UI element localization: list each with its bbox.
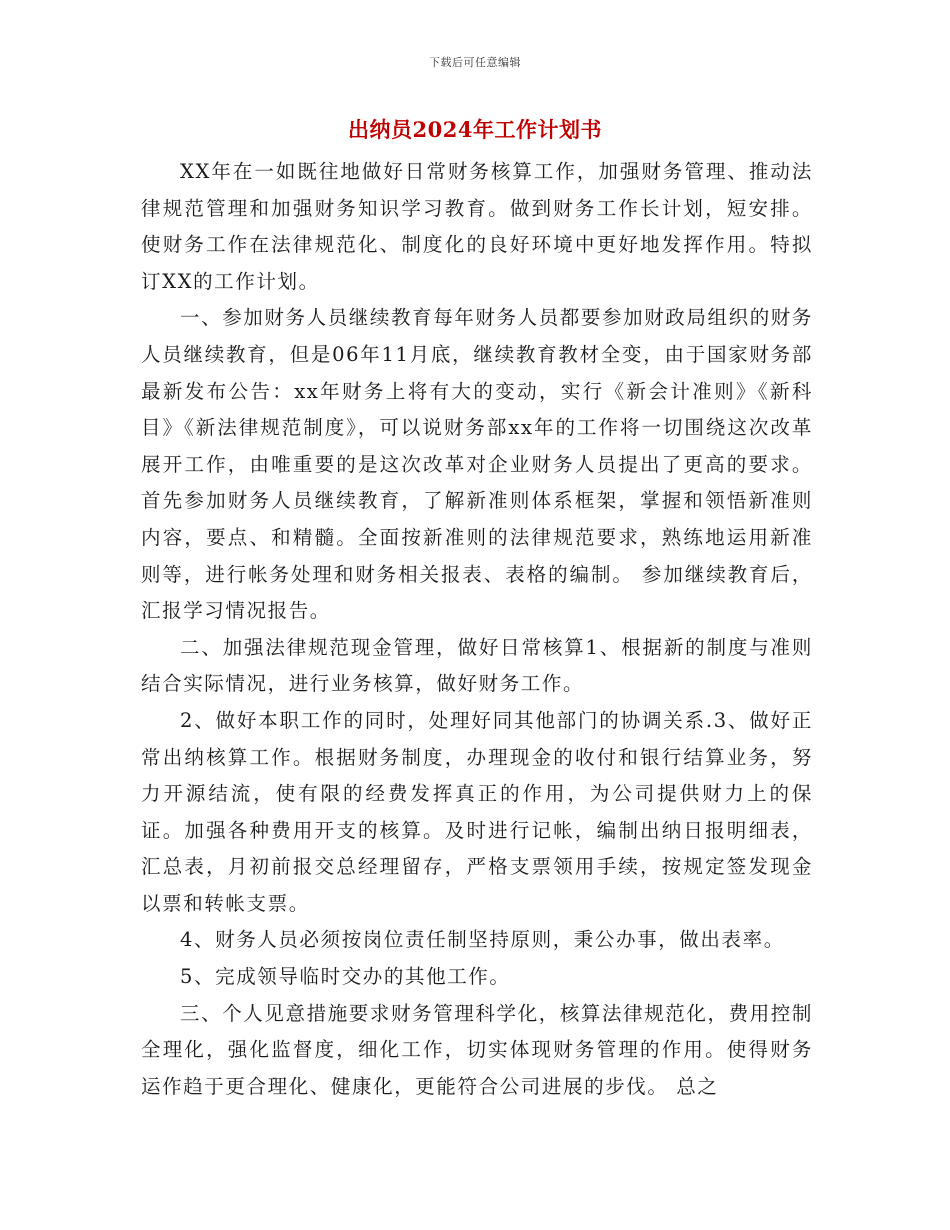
document-body bbox=[141, 154, 813, 1105]
paragraph-item-2-3: 2、做好本职工作的同时，处理好同其他部门的协调关系.3、做好正常出纳核算工作。根据财务制度，办理现金的收付和银行结算业务，努力开源结流，使有限的经费发挥真正的作用，为公司提供财力上的保证。加强各种费用开支的核算。及时进行记帐，编制出纳日报明细表，汇总表，月初前报交总经理留存，严格支票领用手续，按规定签发现金以票和转帐支票。 bbox=[141, 708, 813, 915]
paragraph-section-2: 二、加强法律规范现金管理，做好日常核算1、根据新的制度与准则结合实际情况，进行业务核算，做好财务工作。 bbox=[141, 635, 813, 696]
paragraph-item-5: 5、完成领导临时交办的其他工作。 bbox=[180, 965, 511, 989]
paragraph-intro: XX年在一如既往地做好日常财务核算工作，加强财务管理、推动法律规范管理和加强财务知识学习教育。做到财务工作长计划，短安排。使财务工作在法律规范化、制度化的良好环境中更好地发挥作用。特拟订XX的工作计划。 bbox=[141, 160, 813, 293]
paragraph-section-1: 一、参加财务人员继续教育每年财务人员都要参加财政局组织的财务人员继续教育，但是06年11月底，继续教育教材全变，由于国家财务部最新发布公告：xx年财务上将有大的变动，实行《新会计准则》《新科目》《新法律规范制度》，可以说财务部xx年的工作将一切围绕这次改革展开工作，由唯重要的是这次改革对企业财务人员提出了更高的要求。 首先参加财务人员继续教育，了解新准则体系框架，掌握和领悟新准则内容，要点、和精髓。全面按新准则的法律规范要求，熟练地运用新准则等，进行帐务处理和财务相关报表、表格的编制。 参加继续教育后，汇报学习情况报告。 bbox=[141, 306, 814, 623]
paragraph-section-3: 三、个人见意措施要求财务管理科学化，核算法律规范化，费用控制全理化，强化监督度，细化工作，切实体现财务管理的作用。使得财务运作趋于更合理化、健康化，更能符合公司进展的步伐。 总之 bbox=[141, 1001, 814, 1098]
document-title: 出纳员2024年工作计划书 bbox=[348, 117, 602, 142]
header-note: 下载后可任意编辑 bbox=[429, 56, 521, 69]
paragraph-item-4: 4、财务人员必须按岗位责任制坚持原则，秉公办事，做出表率。 bbox=[180, 928, 785, 952]
